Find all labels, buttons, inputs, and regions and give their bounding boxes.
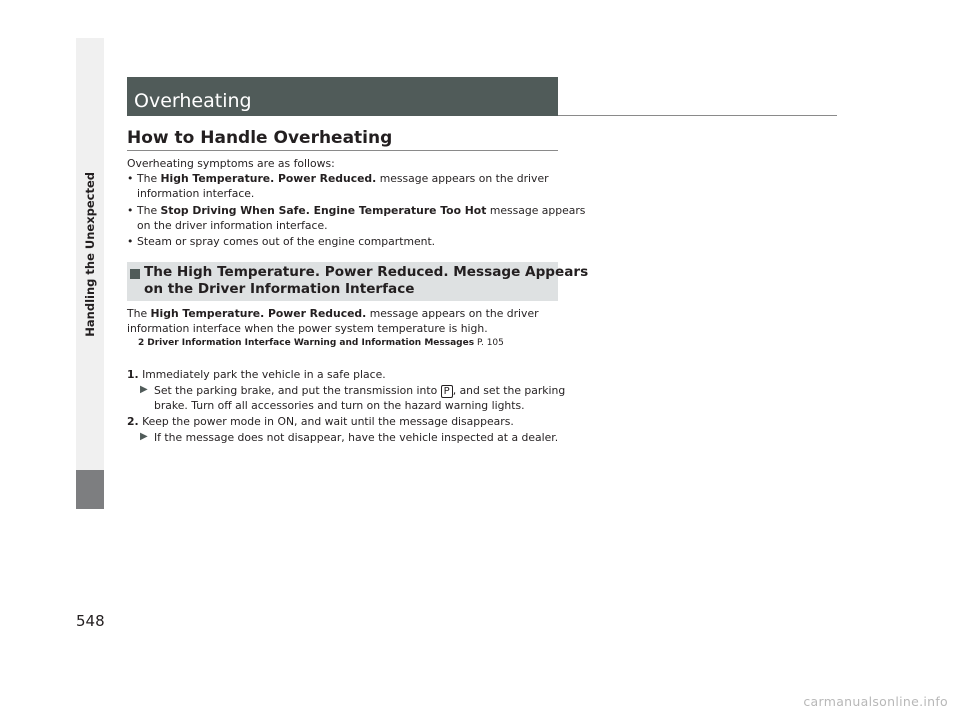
side-tab-label-wrap	[76, 38, 104, 470]
bullet-dot: •	[127, 235, 134, 248]
square-bullet-icon	[130, 269, 140, 279]
step-2-sub: If the message does not disappear, have the vehicle inspected at a dealer.	[154, 431, 559, 444]
symptom-1-line2: information interface.	[137, 187, 255, 200]
triangle-right-icon: ▶	[140, 431, 148, 442]
symptom-1-rest: message appears on the driver	[376, 172, 549, 185]
intro-text: Overheating symptoms are as follows:	[127, 157, 335, 170]
section-title: Overheating	[134, 90, 252, 112]
symptom-1-prefix: The	[137, 172, 161, 185]
step-2	[127, 414, 514, 429]
heading-rule	[127, 150, 558, 151]
subsection-para-line2: information interface when the power system temperature is high.	[127, 322, 488, 335]
para-message: High Temperature. Power Reduced.	[150, 307, 367, 320]
symptom-1-message: High Temperature. Power Reduced.	[160, 172, 377, 185]
step-1	[127, 367, 386, 382]
step-2-text: Keep the power mode in ON, and wait until the message disappears.	[142, 415, 514, 428]
page-number: 548	[76, 612, 105, 630]
reference-page: P. 105	[476, 338, 504, 348]
symptom-2	[137, 203, 585, 218]
para-rest: message appears on the driver	[366, 307, 539, 320]
p-gear-key: P	[441, 385, 453, 398]
symptom-1	[137, 171, 549, 186]
bullet-dot: •	[127, 172, 134, 185]
watermark: carmanualsonline.info	[803, 694, 948, 709]
page-heading: How to Handle Overheating	[127, 128, 393, 148]
side-tab-marker	[76, 470, 104, 509]
subsection-para	[127, 306, 539, 321]
para-prefix: The	[127, 307, 151, 320]
reference-link[interactable]: Driver Information Interface Warning and Information Messages	[147, 338, 475, 348]
step-1-sub-a: Set the parking brake, and put the transmission into	[154, 384, 441, 397]
symptom-2-message: Stop Driving When Safe. Engine Temperature Too Hot	[160, 204, 487, 217]
step-1-sub-line2: brake. Turn off all accessories and turn on the hazard warning lights.	[154, 399, 525, 412]
subsection-title-line1: The High Temperature. Power Reduced. Message Appears	[144, 264, 589, 280]
step-2-number: 2.	[127, 415, 139, 428]
cross-reference[interactable]	[138, 337, 504, 349]
section-rule	[558, 115, 837, 116]
symptom-2-line2: on the driver information interface.	[137, 219, 328, 232]
step-1-sub-b: , and set the parking	[452, 384, 566, 397]
symptom-2-rest: message appears	[486, 204, 586, 217]
reference-arrow-icon: 2	[138, 338, 145, 348]
subsection-title-line2: on the Driver Information Interface	[144, 281, 415, 297]
step-1-number: 1.	[127, 368, 139, 381]
triangle-right-icon: ▶	[140, 384, 148, 395]
symptom-2-prefix: The	[137, 204, 161, 217]
side-tab-label: Handling the Unexpected	[83, 171, 97, 337]
subsection-title	[144, 264, 588, 298]
bullet-dot: •	[127, 204, 134, 217]
symptom-3: Steam or spray comes out of the engine compartment.	[137, 235, 436, 248]
step-1-text: Immediately park the vehicle in a safe place.	[142, 368, 386, 381]
step-1-sub	[154, 383, 565, 398]
